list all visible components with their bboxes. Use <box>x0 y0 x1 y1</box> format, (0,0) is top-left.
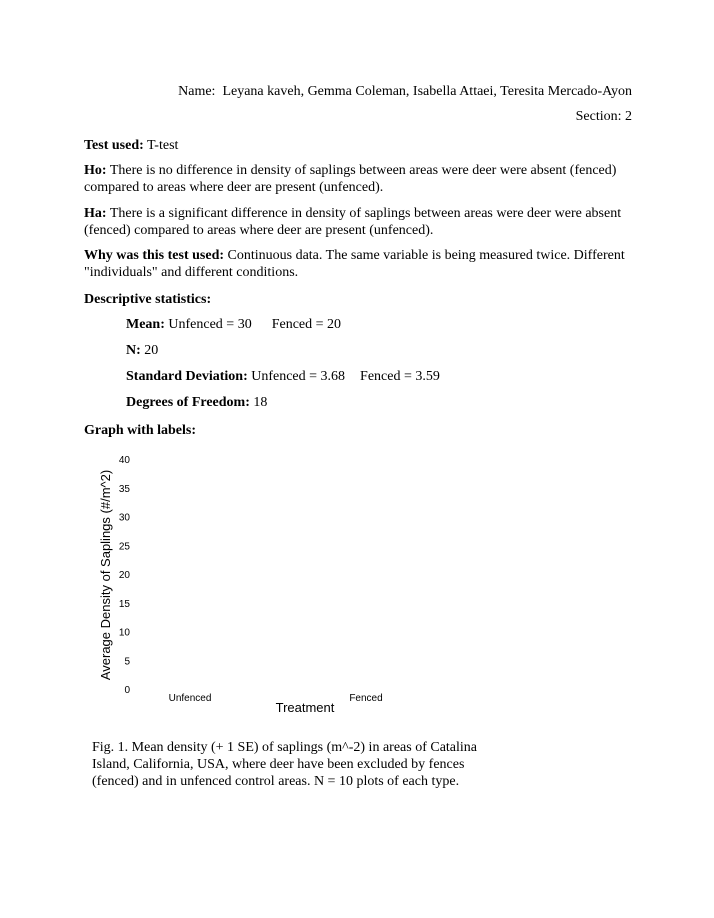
y-tick-label: 15 <box>118 598 130 610</box>
names-line <box>178 84 632 100</box>
y-tick-labels <box>119 455 131 696</box>
y-tick-label: 5 <box>124 656 130 668</box>
n-line <box>126 343 158 359</box>
descriptive-heading: Descriptive statistics: <box>84 292 212 307</box>
sd-unfenced: Unfenced = 3.68 <box>251 369 346 384</box>
alternative-hypothesis <box>84 205 634 239</box>
test-rationale <box>84 247 634 281</box>
name-label: Name: <box>178 84 216 99</box>
df-value: 18 <box>253 395 268 410</box>
test-used <box>84 137 634 154</box>
x-tick-label: Unfenced <box>168 693 212 704</box>
ho-label: Ho: <box>84 163 107 178</box>
ha-label: Ha: <box>84 206 107 221</box>
y-tick-label: 35 <box>118 483 130 495</box>
mean-line <box>126 317 341 333</box>
df-line <box>126 395 267 411</box>
x-tick-label: Fenced <box>349 693 383 704</box>
y-tick-label: 0 <box>124 685 130 696</box>
why-text: Continuous data. The same variable is being measured twice. Different "individuals" and different conditions. <box>84 248 625 280</box>
y-axis-label: Average Density of Saplings (#/m^2) <box>98 469 113 681</box>
ha-text: There is a significant difference in density of saplings between areas were deer were absent (fenced) compared to areas where deer are present (unfenced). <box>84 206 622 238</box>
sapling-density-chart <box>90 445 460 725</box>
n-label: N: <box>126 343 141 358</box>
section-line <box>576 109 632 125</box>
mean-unfenced: Unfenced = 30 <box>168 317 252 332</box>
y-tick-label: 30 <box>118 512 130 524</box>
y-tick-label: 10 <box>118 627 130 639</box>
x-axis-label: Treatment <box>275 700 335 715</box>
section-label: Section: <box>575 109 622 124</box>
ho-text: There is no difference in density of saplings between areas were deer were absent (fenced) compared to areas where deer are present (unfenced). <box>84 163 617 195</box>
why-label: Why was this test used: <box>84 248 225 263</box>
df-label: Degrees of Freedom: <box>126 395 250 410</box>
y-tick-label: 40 <box>118 455 130 466</box>
student-names: Leyana kaveh, Gemma Coleman, Isabella Attaei, Teresita Mercado-Ayon <box>222 84 632 99</box>
sd-line <box>126 369 440 385</box>
graph-heading: Graph with labels: <box>84 423 197 438</box>
sd-label: Standard Deviation: <box>126 369 248 384</box>
y-tick-label: 25 <box>118 541 130 553</box>
test-used-label: Test used: <box>84 138 144 153</box>
y-tick-label: 20 <box>118 570 130 581</box>
sd-fenced: Fenced = 3.59 <box>360 369 440 384</box>
mean-label: Mean: <box>126 317 165 332</box>
null-hypothesis <box>84 162 634 196</box>
test-used-value: T-test <box>147 138 179 153</box>
mean-fenced: Fenced = 20 <box>271 317 342 332</box>
figure-caption: Fig. 1. Mean density (+ 1 SE) of saplings (m^-2) in areas of Catalina Island, California, USA, where deer have been excluded by fences (fenced) and in unfenced control areas. N = 10 plots of each type. <box>92 740 477 789</box>
n-value: 20 <box>144 343 159 358</box>
section-value: 2 <box>625 109 632 124</box>
